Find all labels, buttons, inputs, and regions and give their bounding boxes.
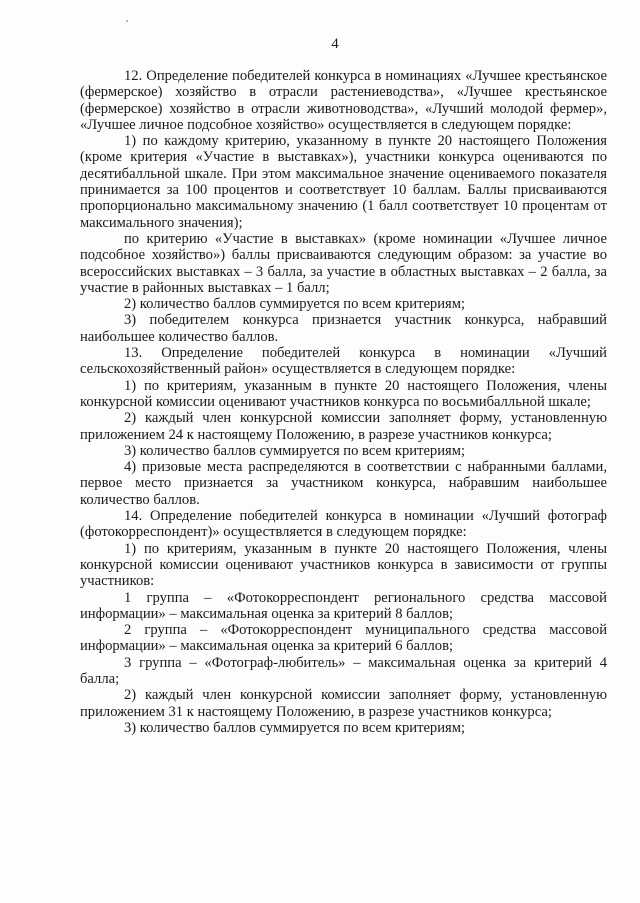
- paragraph-14-item-2: 2) каждый член конкурсной комиссии заполняет форму, установленную приложением 31 к настоящему Положению, в разрезе участников конкурса;: [80, 687, 607, 720]
- paragraph-13-item-2: 2) каждый член конкурсной комиссии заполняет форму, установленную приложением 24 к настоящему Положению, в разрезе участников конкурса;: [80, 410, 607, 443]
- paragraph-13-item-4: 4) призовые места распределяются в соответствии с набранными баллами, первое место признается за участником конкурса, набравшим наибольшее количество баллов.: [80, 459, 607, 508]
- paragraph-14-item-1: 1) по критериям, указанным в пункте 20 настоящего Положения, члены конкурсной комиссии оценивают участников конкурса в зависимости от группы участников:: [80, 540, 607, 590]
- page-number: 4: [331, 36, 339, 52]
- paragraph-13-intro: 13. Определение победителей конкурса в номинации «Лучший сельскохозяйственный район» осуществляется в следующем порядке:: [80, 345, 607, 378]
- paragraph-12-item-1: 1) по каждому критерию, указанному в пункте 20 настоящего Положения (кроме критерия «Участие в выставках»), участники конкурса оцениваются по десятибалльной шкале. При этом максимальное значение оцениваемого показателя принимается за 100 процентов и соответствует 10 баллам. Баллы присваиваются пропорционально максимальному значению (1 балл соответствует 10 процентам от максимального значения);: [80, 133, 607, 231]
- paragraph-14-intro: 14. Определение победителей конкурса в номинации «Лучший фотограф (фотокорреспондент)» осуществляется в следующем порядке:: [80, 508, 607, 541]
- paragraph-12-item-2: 2) количество баллов суммируется по всем критериям;: [124, 296, 466, 313]
- paragraph-13-item-1: 1) по критериям, указанным в пункте 20 настоящего Положения, члены конкурсной комиссии оценивают участников конкурса по восьмибалльной шкале;: [80, 377, 607, 410]
- paragraph-12-intro: 12. Определение победителей конкурса в номинациях «Лучшее крестьянское (фермерское) хозяйство в отрасли растениеводства», «Лучшее крестьянское (фермерское) хозяйство в отрасли животноводства», «Лучший молодой фермер», «Лучшее личное подсобное хозяйство» осуществляется в следующем порядке:: [80, 68, 607, 133]
- paragraph-14-group-1: 1 группа – «Фотокорреспондент регионального средства массовой информации» – максимальная оценка за критерий 8 баллов;: [80, 589, 607, 622]
- paragraph-14-group-3: 3 группа – «Фотограф-любитель» – максимальная оценка за критерий 4 балла;: [80, 654, 607, 687]
- paragraph-12-item-3: 3) победителем конкурса признается участник конкурса, набравший наибольшее количество баллов.: [80, 312, 607, 345]
- paragraph-13-item-3: 3) количество баллов суммируется по всем критериям;: [124, 442, 466, 459]
- paragraph-14-item-3: 3) количество баллов суммируется по всем критериям;: [124, 719, 466, 736]
- document-body: [80, 68, 607, 736]
- scan-speck: [126, 20, 128, 22]
- paragraph-14-group-2: 2 группа – «Фотокорреспондент муниципального средства массовой информации» – максимальная оценка за критерий 6 баллов;: [80, 622, 607, 655]
- paragraph-12-exhibitions: по критерию «Участие в выставках» (кроме номинации «Лучшее личное подсобное хозяйство») баллы присваиваются следующим образом: за участие во всероссийских выставках – 3 балла, за участие в областных выставках – 2 балла, за участие в районных выставках – 1 балл;: [80, 230, 607, 296]
